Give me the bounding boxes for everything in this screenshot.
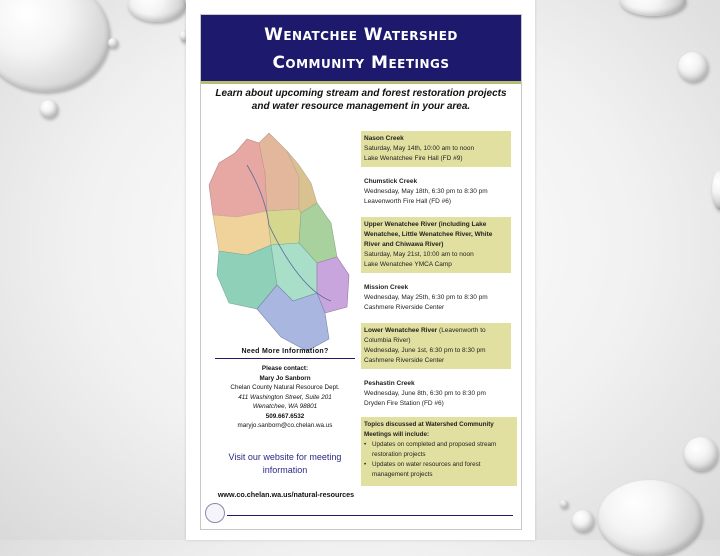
meeting-date: Saturday, May 14th, 10:00 am to noon (364, 145, 475, 152)
meeting-item (361, 376, 511, 412)
meeting-title: Nason Creek (364, 135, 404, 142)
info-heading: Need More Information? (241, 348, 329, 355)
contact-street: 411 Washington Street, Suite 201 (238, 393, 332, 401)
meeting-date: Wednesday, June 1st, 6:30 pm to 8:30 pm (364, 347, 486, 354)
meeting-title: Upper Wenatchee River (including Lake Wenatchee, Little Wenatchee River, White River and Chiwawa River) (364, 221, 493, 248)
info-divider (215, 358, 355, 359)
bullet-icon: • (364, 461, 367, 468)
meeting-location: Dryden Fire Station (FD #6) (364, 400, 444, 407)
water-drop (620, 0, 686, 16)
topic-item (364, 460, 514, 480)
contact-phone: 509.667.6532 (265, 412, 305, 420)
water-drop (108, 38, 118, 48)
flyer-title-line1: Wenatchee Watershed (264, 25, 458, 45)
contact-email[interactable]: maryjo.sanborn@co.chelan.wa.us (237, 422, 333, 429)
map-region-center (267, 209, 301, 245)
footer-rule (227, 515, 513, 516)
water-drop (572, 510, 594, 532)
meeting-date: Wednesday, May 25th, 6:30 pm to 8:30 pm (364, 294, 488, 301)
visit-website-text: Visit our website for meeting information (228, 452, 342, 475)
topic-text: Updates on water resources and forest management projects (372, 461, 481, 478)
water-drop (598, 480, 702, 556)
contact-org: Chelan County Natural Resource Dept. (230, 384, 340, 391)
meeting-item (361, 174, 511, 210)
meeting-title-extra: (Leavenworth to Columbia River) (364, 327, 486, 344)
contact-info (215, 348, 355, 431)
title-banner (201, 15, 521, 81)
meeting-location: Lake Wenatchee Fire Hall (FD #9) (364, 155, 463, 162)
meeting-item (361, 280, 511, 316)
meeting-date: Wednesday, June 8th, 6:30 pm to 8:30 pm (364, 390, 486, 397)
meeting-item (361, 217, 511, 273)
meeting-title: Peshastin Creek (364, 380, 415, 387)
meeting-title: Chumstick Creek (364, 178, 418, 185)
meeting-location: Cashmere Riverside Center (364, 357, 445, 364)
meeting-list (361, 131, 511, 419)
watershed-map (207, 125, 357, 360)
water-drop (0, 0, 110, 92)
topics-box (361, 417, 517, 486)
meeting-date: Wednesday, May 18th, 6:30 pm to 8:30 pm (364, 188, 488, 195)
topics-heading: Topics discussed at Watershed Community Meetings will include: (364, 421, 494, 438)
contact-prompt: Please contact: (261, 365, 309, 372)
meeting-title-line (364, 326, 508, 346)
meeting-item (361, 131, 511, 167)
contact-name: Mary Jo Sanborn (259, 374, 311, 382)
meeting-item (361, 323, 511, 369)
map-region-northwest (209, 139, 267, 217)
water-drop (678, 52, 708, 82)
water-drop (560, 500, 568, 508)
accent-rule (201, 81, 521, 84)
meeting-date: Saturday, May 21st, 10:00 am to noon (364, 251, 474, 258)
water-drop (128, 0, 186, 22)
meeting-title: Mission Creek (364, 284, 409, 291)
topic-text: Updates on completed and proposed stream restoration projects (372, 441, 497, 458)
website-link[interactable]: www.co.chelan.wa.us/natural-resources (217, 490, 355, 499)
water-drop (684, 437, 718, 471)
topic-item (364, 440, 514, 460)
flyer-title-line2: Community Meetings (272, 53, 450, 73)
meeting-location: Leavenworth Fire Hall (FD #6) (364, 198, 452, 205)
meeting-location: Cashmere Riverside Center (364, 304, 445, 311)
water-drop (40, 100, 58, 118)
county-logo (205, 503, 225, 523)
water-drop (712, 170, 720, 210)
flyer-subtitle: Learn about upcoming stream and forest restoration projects and water resource management in your area. (215, 88, 507, 112)
bullet-icon: • (364, 441, 367, 448)
contact-city: Wenatchee, WA 98801 (252, 403, 318, 410)
meeting-title: Lower Wenatchee River (364, 327, 438, 334)
meeting-flyer (200, 14, 522, 530)
meeting-location: Lake Wenatchee YMCA Camp (364, 261, 452, 268)
